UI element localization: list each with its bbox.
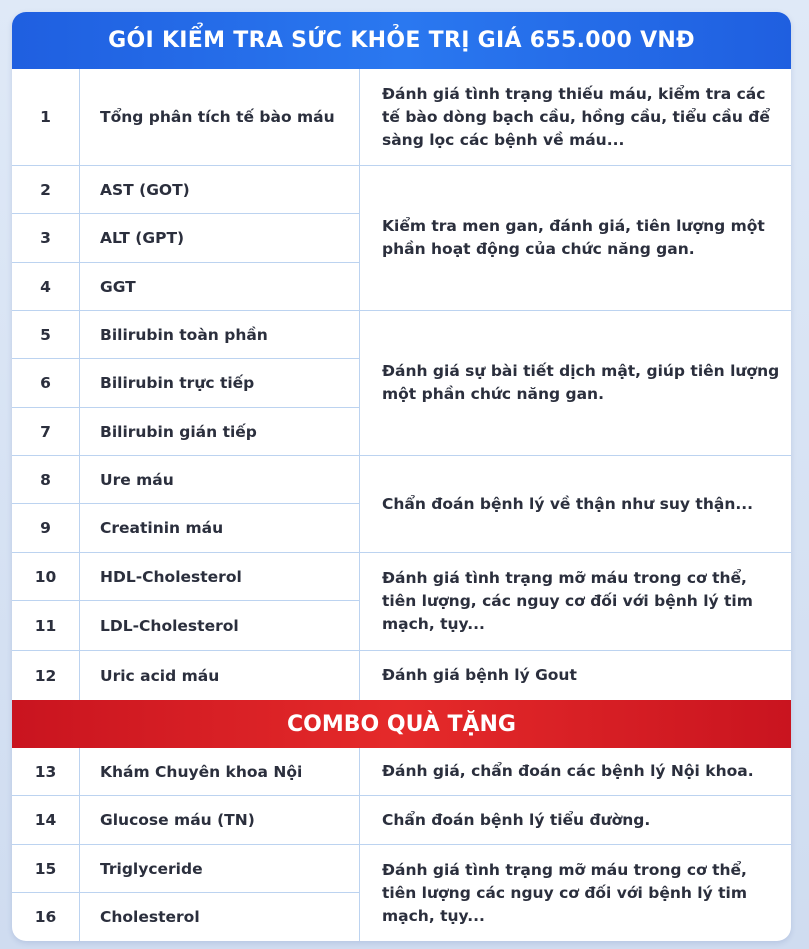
test-name: HDL-Cholesterol: [80, 553, 360, 601]
test-name: Creatinin máu: [80, 504, 360, 553]
test-description: Đánh giá bệnh lý Gout: [382, 666, 577, 684]
test-description: Chẩn đoán bệnh lý về thận như suy thận...: [360, 456, 791, 553]
row-number: 13: [12, 748, 80, 796]
row-number: 5: [12, 311, 80, 359]
test-description: Đánh giá sự bài tiết dịch mật, giúp tiên lượng một phần chức năng gan.: [360, 311, 791, 456]
package-title: GÓI KIỂM TRA SỨC KHỎE TRỊ GIÁ 655.000 VNĐ: [12, 12, 791, 69]
test-description: Kiểm tra men gan, đánh giá, tiên lượng một phần hoạt động của chức năng gan.: [360, 166, 791, 311]
test-name: GGT: [80, 263, 360, 311]
combo-gift-title: COMBO QUÀ TẶNG: [12, 700, 791, 748]
row-number: 16: [12, 893, 80, 941]
row-number: 9: [12, 504, 80, 553]
test-name: Glucose máu (TN): [80, 796, 360, 845]
test-name: Triglyceride: [80, 845, 360, 893]
test-name: Tổng phân tích tế bào máu: [80, 69, 360, 166]
row-number: 2: [12, 166, 80, 214]
test-description: Chẩn đoán bệnh lý tiểu đường.: [360, 796, 791, 845]
test-description: Đánh giá, chẩn đoán các bệnh lý Nội khoa.: [360, 748, 791, 796]
row-number: 1: [12, 69, 80, 166]
test-name: Ure máu: [80, 456, 360, 504]
row-number: 15: [12, 845, 80, 893]
test-name: LDL-Cholesterol: [80, 601, 360, 651]
row-number: 3: [12, 214, 80, 263]
row-number: 4: [12, 263, 80, 311]
test-name: Khám Chuyên khoa Nội: [80, 748, 360, 796]
test-name: Cholesterol: [80, 893, 360, 941]
test-name: Bilirubin trực tiếp: [80, 359, 360, 408]
test-description: Đánh giá tình trạng thiếu máu, kiểm tra các tế bào dòng bạch cầu, hồng cầu, tiểu cầu để sàng lọc các bệnh về máu...: [360, 69, 791, 166]
test-name: AST (GOT): [80, 166, 360, 214]
row-number: 8: [12, 456, 80, 504]
test-name: Uric acid máu: [80, 651, 360, 700]
row-number: 11: [12, 601, 80, 651]
test-name: ALT (GPT): [80, 214, 360, 263]
row-number: 14: [12, 796, 80, 845]
test-description: Đánh giá tình trạng mỡ máu trong cơ thể, tiên lượng các nguy cơ đối với bệnh lý tim mạch, tụy...: [382, 860, 747, 925]
test-description: Đánh giá tình trạng mỡ máu trong cơ thể, tiên lượng, các nguy cơ đối với bệnh lý tim mạch, tụy...: [360, 553, 791, 651]
health-package-card: [12, 12, 791, 941]
row-number: 12: [12, 651, 80, 700]
test-name: Bilirubin toàn phần: [80, 311, 360, 359]
row-number: 10: [12, 553, 80, 601]
row-number: 7: [12, 408, 80, 456]
test-name: Bilirubin gián tiếp: [80, 408, 360, 456]
row-number: 6: [12, 359, 80, 408]
